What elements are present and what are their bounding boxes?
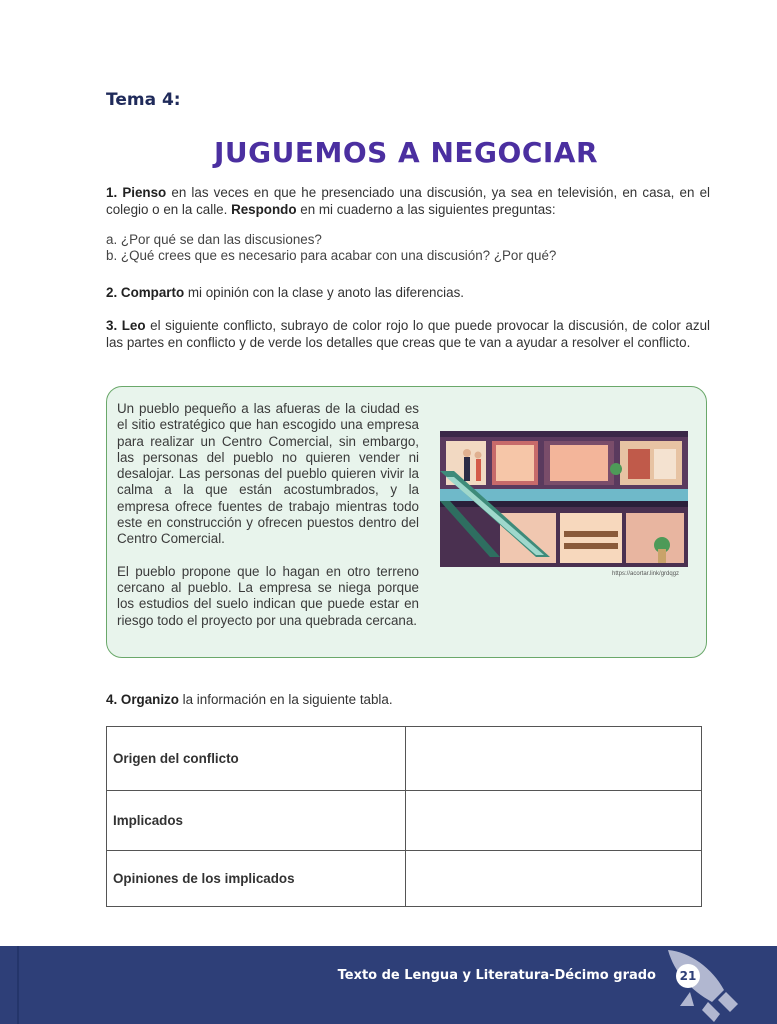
question-a: a. ¿Por qué se dan las discusiones? xyxy=(106,232,322,247)
row-label-implicados: Implicados xyxy=(107,791,406,851)
activity-1-verb-respondo: Respondo xyxy=(231,202,297,217)
activity-3-verb: Leo xyxy=(121,318,146,333)
answer-cell-implicados[interactable] xyxy=(406,791,702,851)
activity-1-text-a: en las veces en que he presenciado una discusión, ya sea en televisión, en casa, en el colegio o en la calle. xyxy=(106,185,710,217)
footer-divider xyxy=(17,946,19,1024)
shopping-mall-icon xyxy=(440,431,688,567)
activity-1-instruction xyxy=(106,184,710,218)
answer-cell-origen[interactable] xyxy=(406,727,702,791)
row-label-opiniones: Opiniones de los implicados xyxy=(107,851,406,907)
activity-3-instruction xyxy=(106,317,710,351)
activity-4-number: 4. xyxy=(106,692,118,707)
row-label-origen: Origen del conflicto xyxy=(107,727,406,791)
page-title: JUGUEMOS A NEGOCIAR xyxy=(213,136,599,169)
activity-3-number: 3. xyxy=(106,318,118,333)
activity-2-verb: Comparto xyxy=(120,285,185,300)
table-row xyxy=(107,851,702,907)
image-credit: https://acortar.link/grdqgz xyxy=(612,571,680,577)
reading-text xyxy=(117,401,419,629)
activity-2-text: mi opinión con la clase y anoto las diferencias. xyxy=(184,285,465,300)
activity-4-instruction xyxy=(106,691,710,708)
activity-1-text-b: en mi cuaderno a las siguientes preguntas: xyxy=(296,202,556,217)
reading-box xyxy=(106,386,707,658)
table-row xyxy=(107,727,702,791)
page-number: 21 xyxy=(676,964,700,988)
footer-book-title: Texto de Lengua y Literatura-Décimo grado xyxy=(337,968,656,983)
question-b: b. ¿Qué crees que es necesario para acabar con una discusión? ¿Por qué? xyxy=(106,248,557,263)
activity-2-number: 2. xyxy=(106,285,118,300)
reading-paragraph-2: El pueblo propone que lo hagan en otro terreno cercano al pueblo. La empresa se niega porque los estudios del suelo indican que puede estar en riesgo todo el proyecto por una quebrada cercana. xyxy=(117,563,419,628)
activity-1-verb-pienso: Pienso xyxy=(122,185,167,200)
activity-2-instruction xyxy=(106,284,710,301)
answer-cell-opiniones[interactable] xyxy=(406,851,702,907)
rocket-icon xyxy=(650,946,750,1024)
activity-4-verb: Organizo xyxy=(120,692,179,707)
table-row xyxy=(107,791,702,851)
activity-3-text: el siguiente conflicto, subrayo de color rojo lo que puede provocar la discusión, de color azul las partes en conflicto y de verde los detalles que creas que te van a ayudar a resolver el conflicto. xyxy=(106,318,710,350)
topic-label: Tema 4: xyxy=(106,90,181,110)
activity-1-number: 1. xyxy=(106,185,118,200)
shopping-mall-illustration xyxy=(440,431,688,567)
organizer-table xyxy=(106,726,702,907)
reading-paragraph-1: Un pueblo pequeño a las afueras de la ciudad es el sitio estratégico que han escogido una empresa para realizar un Centro Comercial, sin embargo, las personas del pueblo no quieren vender ni desalojar. Las personas del pueblo quieren vivir la calma a la que están acostumbrados, y la empresa ofrece fuentes de trabajo mientras todo este en construcción y ofrecen puestos dentro del Centro Comercial. xyxy=(117,401,419,547)
page-footer xyxy=(0,946,777,1024)
activity-4-text: la información en la siguiente tabla. xyxy=(178,692,393,707)
